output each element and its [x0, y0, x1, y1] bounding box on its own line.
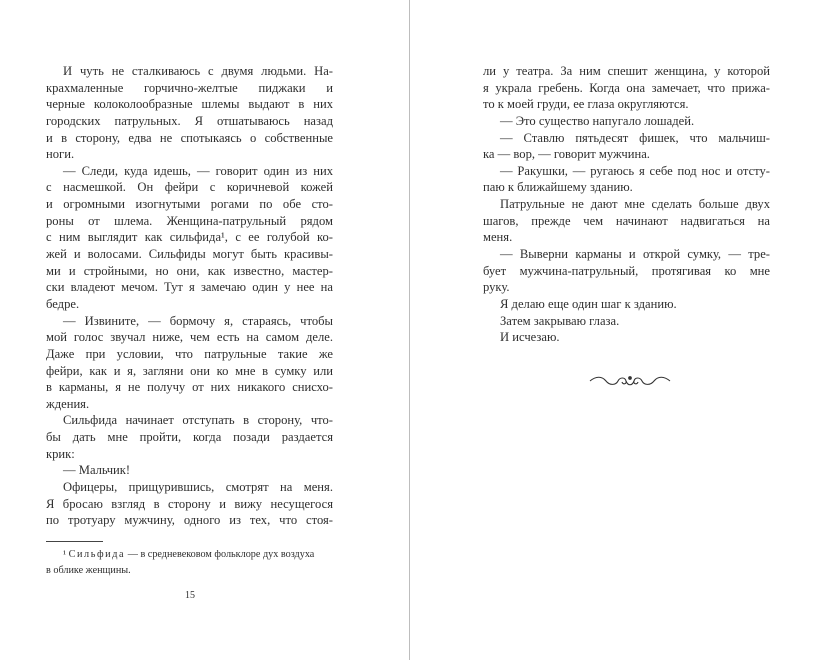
right-page: [410, 0, 820, 660]
text-line: — Ставлю пятьдесят фишек, что мальчиш-: [500, 130, 770, 145]
left-page-body-text: [46, 63, 333, 529]
text-line: руку.: [483, 280, 510, 295]
text-line: ноги.: [46, 147, 75, 162]
text-line: мой голос звучал ниже, чем есть на самом деле.: [46, 330, 333, 345]
right-page-body-text: [483, 63, 770, 346]
text-line: Я делаю еще один шаг к зданию.: [500, 296, 677, 311]
text-line: — Выверни карманы и открой сумку, — тре-: [500, 247, 770, 262]
text-line: городских патрульных. Я отшатываюсь назад: [46, 113, 333, 128]
footnote-marker: ¹: [63, 549, 67, 560]
footnote-text-line-2: в облике женщины.: [46, 565, 131, 576]
text-line: — Извините, — бормочу я, стараясь, чтобы: [63, 313, 333, 328]
text-line: бедре.: [46, 296, 80, 311]
text-line: и огромными изогнутыми рогами по обе сто-: [46, 197, 333, 212]
text-line: по тротуару мужчину, одного из тех, что стоя-: [46, 513, 333, 528]
text-line: с ним выглядит как сильфида¹, с ее голубой ко-: [46, 230, 333, 245]
text-line: И чуть не сталкиваюсь с двумя людьми. На-: [63, 64, 333, 78]
text-line: с насмешкой. Он фейри с коричневой кожей: [46, 180, 333, 195]
text-line: Сильфида начинает отступать в сторону, что-: [63, 413, 333, 428]
text-line: крахмаленные горчично-желтые пиджаки и: [46, 80, 333, 95]
text-line: ски владеют мечом. Тут я замечаю один у нее на: [46, 280, 333, 295]
text-line: И исчезаю.: [500, 330, 560, 345]
text-line: Затем закрываю глаза.: [500, 313, 620, 328]
text-line: черные колоколообразные шлемы выдают в них: [46, 97, 333, 112]
text-line: бует мужчина-патрульный, протягивая ко мне: [483, 263, 770, 278]
text-line: жей и волосами. Сильфиды могут быть красивы-: [46, 247, 333, 262]
text-line: ми и стройными, но они, как известно, мастер-: [46, 263, 333, 278]
ornament-flourish-icon: [588, 372, 672, 390]
text-line: Даже при условии, что патрульные такие же: [46, 346, 333, 361]
footnote-rule: [46, 541, 103, 542]
page-number: 15: [185, 590, 195, 601]
text-line: Офицеры, прищурившись, смотрят на меня.: [63, 480, 333, 495]
text-line: шагов, прежде чем начинают надвигаться на: [483, 213, 770, 228]
text-line: роны от шлема. Женщина-патрульный рядом: [46, 213, 333, 228]
text-line: Я бросаю взгляд в сторону и вижу несущегося: [46, 496, 333, 511]
text-line: меня.: [483, 230, 513, 245]
text-line: Патрульные не дают мне сделать больше двух: [500, 197, 770, 212]
text-line: — Это существо напугало лошадей.: [500, 113, 695, 128]
text-line: в карманы, я не получу от них никакого снисхо-: [46, 380, 333, 395]
footnote: [46, 547, 336, 579]
text-line: — Следи, куда идешь, — говорит один из них: [63, 163, 333, 178]
footnote-text: — в средневековом фольклоре дух воздуха: [125, 549, 315, 560]
text-line: ка — вор, — говорит мужчина.: [483, 147, 650, 162]
footnote-term: Сильфида: [68, 549, 126, 560]
text-line: то к моей груди, ее глаза округляются.: [483, 97, 689, 112]
text-line: ждения.: [46, 396, 90, 411]
text-line: крик:: [46, 446, 75, 461]
text-line: бы дать мне пройти, когда позади раздается: [46, 430, 333, 445]
text-line: — Мальчик!: [63, 463, 131, 478]
text-line: ли у театра. За ним спешит женщина, у которой: [483, 64, 770, 78]
text-line: фейри, как и я, загляни они ко мне в сумку или: [46, 363, 333, 378]
text-line: — Ракушки, — ругаюсь я себе под нос и отсту-: [500, 163, 770, 178]
text-line: я украла гребень. Когда она замечает, что прижа-: [483, 80, 770, 95]
text-line: паю к ближайшему зданию.: [483, 180, 633, 195]
text-line: и в сторону, едва не спотыкаясь о собственные: [46, 130, 333, 145]
